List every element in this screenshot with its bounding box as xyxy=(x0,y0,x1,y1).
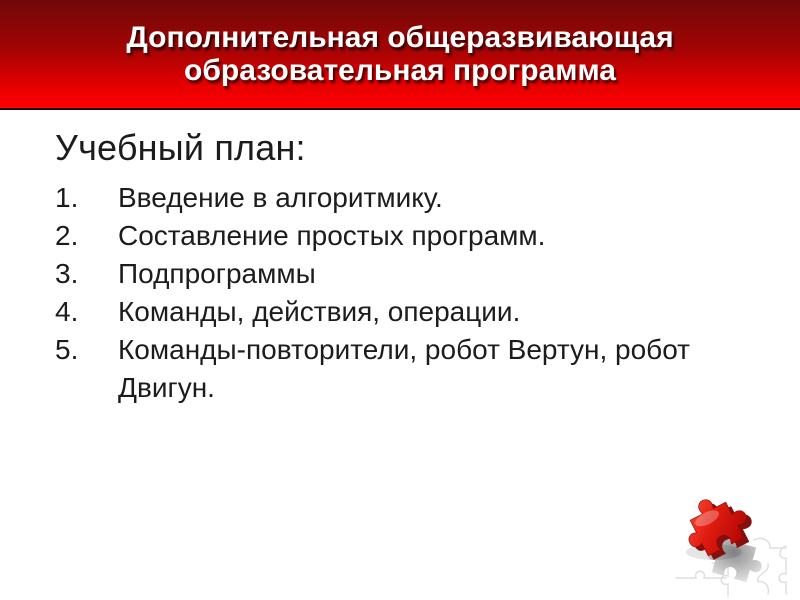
list-item xyxy=(55,331,760,407)
header-banner xyxy=(0,0,800,110)
slide-body xyxy=(55,126,760,407)
header-title xyxy=(126,21,673,87)
list-item xyxy=(55,217,760,255)
list-item-number: 1. xyxy=(55,182,79,213)
puzzle-piece-graphic xyxy=(668,486,798,598)
list-item-text: Составление простых программ. xyxy=(118,220,546,251)
list-item xyxy=(55,293,760,331)
lesson-list xyxy=(55,179,760,407)
list-item xyxy=(55,255,760,293)
list-item-text: Команды-повторители, робот Вертун, робот Двигун. xyxy=(118,334,691,403)
list-item xyxy=(55,179,760,217)
header-title-line1: Дополнительная общеразвивающая xyxy=(126,21,674,54)
list-item-number: 5. xyxy=(55,334,79,365)
list-item-text: Команды, действия, операции. xyxy=(118,296,521,327)
slide-title: Учебный план: xyxy=(55,127,306,168)
list-item-number: 4. xyxy=(55,296,79,327)
header-title-line2: образовательная программа xyxy=(184,54,616,87)
list-item-number: 2. xyxy=(55,220,79,251)
list-item-text: Подпрограммы xyxy=(118,258,316,289)
list-item-text: Введение в алгоритмику. xyxy=(118,182,443,213)
puzzle-piece-icon xyxy=(668,486,798,598)
list-item-number: 3. xyxy=(55,258,79,289)
